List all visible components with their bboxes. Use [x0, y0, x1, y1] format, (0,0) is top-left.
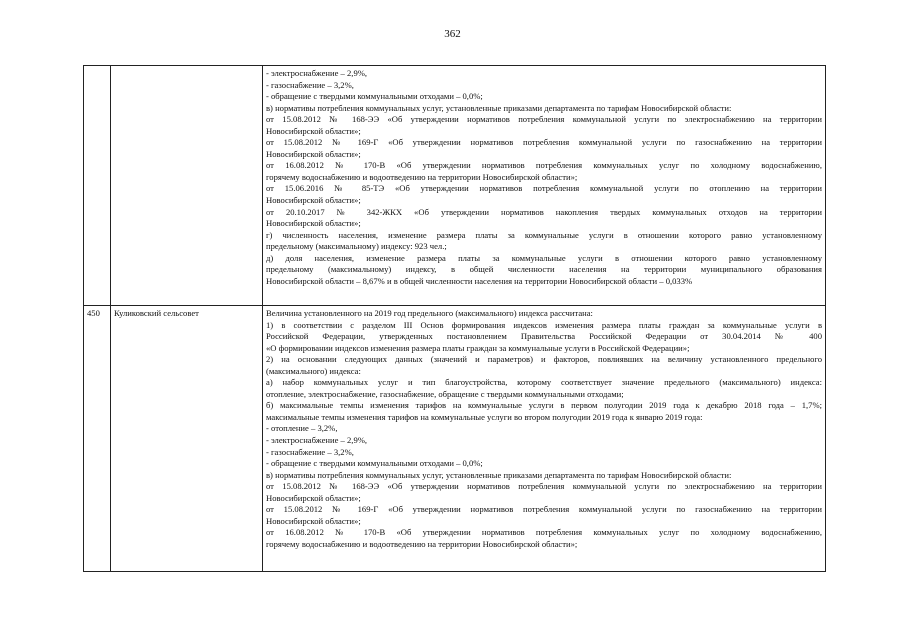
description-line: - обращение с твердыми коммунальными отходами – 0,0%; [266, 91, 483, 102]
description-line: горячему водоснабжению и водоотведению на территории Новосибирской области»; [266, 171, 578, 182]
description-cell [263, 66, 826, 306]
description-line: - обращение с твердыми коммунальными отходами – 0,0%; [266, 458, 483, 469]
description-line: - электроснабжение – 2,9%, [266, 68, 368, 78]
description-line: от 16.08.2012 № 170-В «Об утверждении нормативов потребления коммунальных услуг по холодному водоснабжению, [266, 160, 822, 171]
description-line: Новосибирской области»; [266, 125, 361, 136]
description-line: - отопление – 3,2%, [266, 423, 338, 434]
description-line: в) нормативы потребления коммунальных услуг, установленные приказами департамента по тарифам Новосибирской области: [266, 469, 732, 480]
description-line: от 15.08.2012 № 169-Г «Об утверждении нормативов потребления коммунальной услуги по газоснабжению на территории [266, 137, 822, 148]
description-line: г) численность населения, изменение размера платы за коммунальные услуги в отношении которого равно установленному [266, 229, 822, 240]
description-line: а) набор коммунальных услуг и тип благоустройства, которому соответствует значение предельного (максимального) индекса: [266, 377, 822, 388]
description-line: Новосибирской области»; [266, 148, 361, 159]
description-line: Новосибирской области»; [266, 492, 361, 503]
description-line: от 15.08.2012 № 169-Г «Об утверждении нормативов потребления коммунальной услуги по газоснабжению на территории [266, 504, 822, 515]
description-line: максимальные темпы изменения тарифов на коммунальные услуги во втором полугодии 2019 года к январю 2019 года: [266, 411, 703, 422]
description-line: д) доля населения, изменение размера платы за коммунальные услуги в отношении которого равно установленному [266, 252, 822, 263]
description-line: Величина установленного на 2019 год предельного (максимального) индекса рассчитана: [266, 308, 593, 318]
description-line: - электроснабжение – 2,9%, [266, 435, 368, 446]
table-row [84, 306, 826, 572]
description-line: Новосибирской области»; [266, 195, 361, 206]
municipality-name-cell [111, 66, 263, 306]
description-line: от 15.08.2012 № 168-ЭЭ «Об утверждении нормативов потребления коммунальной услуги по электроснабжению на территории [266, 481, 822, 492]
page-number: 362 [444, 28, 461, 40]
description-line: от 15.08.2012 № 168-ЭЭ «Об утверждении нормативов потребления коммунальной услуги по электроснабжению на территории [266, 114, 822, 125]
description-line: (максимального) индекса: [266, 365, 361, 376]
table-row [84, 66, 826, 306]
description-line: б) максимальные темпы изменения тарифов на коммунальные услуги в первом полугодии 2019 года к декабрю 2018 года – 1,7%; [266, 400, 822, 411]
document-table [83, 65, 826, 572]
description-cell [263, 306, 826, 572]
description-line: от 16.08.2012 № 170-В «Об утверждении нормативов потребления коммунальных услуг по холодному водоснабжению, [266, 527, 822, 538]
description-line: отопление, электроснабжение, газоснабжение, обращение с твердыми коммунальными отходами; [266, 388, 624, 399]
description-line: 2) на основании следующих данных (значений и параметров) и факторов, повлиявших на величину установленного предельного [266, 354, 822, 365]
municipality-name-cell: Куликовский сельсовет [111, 306, 263, 572]
description-line: в) нормативы потребления коммунальных услуг, установленные приказами департамента по тарифам Новосибирской области: [266, 102, 732, 113]
description-line: - газоснабжение – 3,2%, [266, 446, 354, 457]
description-line: 1) в соответствии с разделом III Основ формирования индексов изменения размера платы граждан за коммунальные услуги в [266, 319, 822, 330]
description-line: Новосибирской области»; [266, 515, 361, 526]
description-line: от 15.06.2016 № 85-ТЭ «Об утверждении нормативов потребления коммунальной услуги по отоплению на территории [266, 183, 822, 194]
description-line: предельному (максимальному) индексу, в общей численности населения на территории муниципального образования [266, 264, 822, 275]
description-line: Новосибирской области»; [266, 218, 361, 229]
description-line: предельному (максимальному) индексу: 923 чел.; [266, 241, 447, 252]
description-line: - газоснабжение – 3,2%, [266, 79, 354, 90]
description-line: Новосибирской области – 8,67% и в общей численности населения на территории Новосибирской области – 0,033% [266, 275, 693, 286]
description-line: «О формировании индексов изменения размера платы граждан за коммунальные услуги в Российской Федерации»; [266, 342, 690, 353]
description-line: от 20.10.2017 № 342-ЖКХ «Об утверждении нормативов накопления твердых коммунальных отходов на территории [266, 206, 822, 217]
row-number-cell: 450 [84, 306, 111, 572]
description-line: Российской Федерации, утвержденных постановлением Правительства Российской Федерации от 30.04.2014 № 400 [266, 331, 822, 342]
row-number-cell [84, 66, 111, 306]
description-line: горячему водоснабжению и водоотведению на территории Новосибирской области»; [266, 538, 578, 549]
